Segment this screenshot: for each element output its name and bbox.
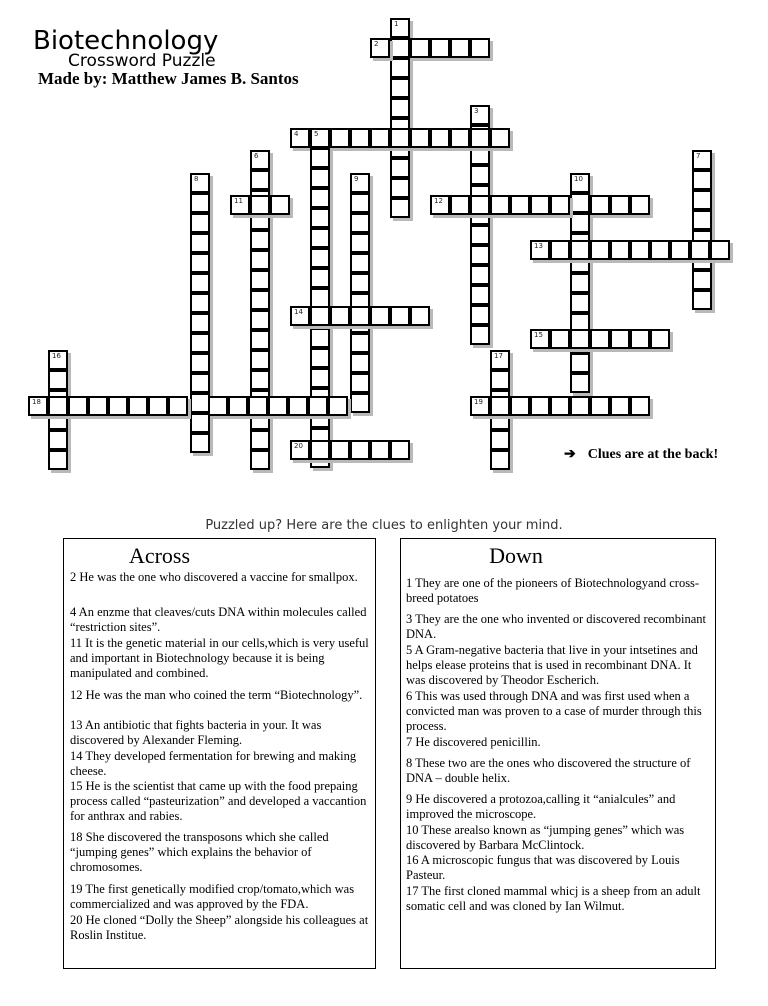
grid-cell[interactable] [692, 290, 712, 310]
grid-cell[interactable] [310, 348, 330, 368]
grid-cell[interactable] [570, 293, 590, 313]
grid-cell[interactable] [450, 38, 470, 58]
grid-cell[interactable] [350, 333, 370, 353]
across-clue: 12 He was the man who coined the term “Biotechnology”. [70, 688, 363, 702]
grid-cell[interactable] [390, 78, 410, 98]
grid-cell[interactable] [470, 285, 490, 305]
arrow-right-icon: ➔ [564, 447, 576, 462]
grid-cell[interactable] [250, 250, 270, 270]
puzzle-subtitle: Crossword Puzzle [68, 51, 216, 71]
grid-cell[interactable] [590, 329, 610, 349]
grid-cell[interactable] [470, 105, 490, 125]
down-clue: 17 The first cloned mammal whicj is a sheep from an adult somatic cell and was cloned by Ian Wilmut. [406, 884, 701, 914]
grid-cell[interactable] [148, 396, 168, 416]
grid-cell[interactable] [250, 230, 270, 250]
grid-cell[interactable] [550, 195, 570, 215]
clue-number: 20 [294, 442, 303, 450]
clue-number: 9 [354, 175, 359, 183]
grid-cell[interactable] [590, 396, 610, 416]
grid-cell[interactable] [690, 240, 710, 260]
grid-cell[interactable] [310, 288, 330, 308]
grid-cell[interactable] [470, 128, 490, 148]
grid-cell[interactable] [350, 273, 370, 293]
grid-cell[interactable] [630, 396, 650, 416]
down-clue: 9 He discovered a protozoa,calling it “anialcules” and improved the microscope. [406, 792, 676, 822]
grid-cell[interactable] [250, 330, 270, 350]
down-clue: 5 A Gram-negative bacteria that live in your intsetines and helps elease proteins that is used in recombinant DNA. It was discovered by Theodor Escherich. [406, 643, 698, 688]
clue-number: 8 [194, 175, 199, 183]
grid-cell[interactable] [310, 128, 330, 148]
grid-cell[interactable] [350, 373, 370, 393]
grid-cell[interactable] [350, 253, 370, 273]
grid-cell[interactable] [190, 373, 210, 393]
grid-cell[interactable] [692, 170, 712, 190]
grid-cell[interactable] [48, 430, 68, 450]
grid-cell[interactable] [630, 195, 650, 215]
grid-cell[interactable] [250, 170, 270, 190]
grid-cell[interactable] [692, 210, 712, 230]
grid-cell[interactable] [390, 38, 410, 58]
grid-cell[interactable] [570, 329, 590, 349]
grid-cell[interactable] [250, 195, 270, 215]
grid-cell[interactable] [290, 128, 310, 148]
clue-number: 15 [534, 331, 543, 339]
grid-cell[interactable] [190, 433, 210, 453]
grid-cell[interactable] [490, 450, 510, 470]
grid-cell[interactable] [190, 193, 210, 213]
grid-cell[interactable] [670, 240, 690, 260]
grid-cell[interactable] [310, 188, 330, 208]
grid-cell[interactable] [350, 440, 370, 460]
grid-cell[interactable] [190, 233, 210, 253]
grid-cell[interactable] [710, 240, 730, 260]
clue-number: 19 [474, 398, 483, 406]
grid-cell[interactable] [248, 396, 268, 416]
grid-cell[interactable] [450, 195, 470, 215]
back-note [564, 446, 718, 464]
grid-cell[interactable] [308, 396, 328, 416]
grid-cell[interactable] [328, 396, 348, 416]
grid-cell[interactable] [310, 328, 330, 348]
grid-cell[interactable] [470, 195, 490, 215]
grid-cell[interactable] [410, 38, 430, 58]
across-clue: 19 The first genetically modified crop/tomato,which was commercialized and was approved by the FDA. [70, 882, 355, 912]
grid-cell[interactable] [510, 396, 530, 416]
grid-cell[interactable] [390, 440, 410, 460]
grid-cell[interactable] [250, 350, 270, 370]
grid-cell[interactable] [350, 193, 370, 213]
grid-cell[interactable] [370, 128, 390, 148]
grid-cell[interactable] [270, 195, 290, 215]
grid-cell[interactable] [208, 396, 228, 416]
grid-cell[interactable] [570, 213, 590, 233]
grid-cell[interactable] [190, 273, 210, 293]
grid-cell[interactable] [430, 38, 450, 58]
grid-cell[interactable] [450, 128, 470, 148]
grid-cell[interactable] [490, 195, 510, 215]
grid-cell[interactable] [250, 370, 270, 390]
grid-cell[interactable] [168, 396, 188, 416]
grid-cell[interactable] [470, 245, 490, 265]
grid-cell[interactable] [310, 148, 330, 168]
grid-cell[interactable] [390, 18, 410, 38]
grid-cell[interactable] [250, 310, 270, 330]
grid-cell[interactable] [310, 306, 330, 326]
grid-cell[interactable] [250, 290, 270, 310]
across-heading: Across [128, 543, 191, 568]
grid-cell[interactable] [490, 396, 510, 416]
grid-cell[interactable] [88, 396, 108, 416]
grid-cell[interactable] [410, 306, 430, 326]
puzzle-title: Biotechnology [33, 26, 219, 56]
grid-cell[interactable] [370, 440, 390, 460]
grid-cell[interactable] [390, 158, 410, 178]
grid-cell[interactable] [390, 198, 410, 218]
grid-cell[interactable] [288, 396, 308, 416]
clue-number: 13 [534, 242, 543, 250]
grid-cell[interactable] [430, 128, 450, 148]
grid-cell[interactable] [410, 128, 430, 148]
across-clue: 4 An enzme that cleaves/cuts DNA within molecules called “restriction sites”. [70, 605, 367, 635]
grid-cell[interactable] [470, 145, 490, 165]
grid-cell[interactable] [350, 306, 370, 326]
clue-number: 10 [574, 175, 583, 183]
grid-cell[interactable] [692, 190, 712, 210]
grid-cell[interactable] [630, 329, 650, 349]
clue-number: 12 [434, 197, 443, 205]
grid-cell[interactable] [48, 450, 68, 470]
grid-cell[interactable] [190, 313, 210, 333]
grid-cell[interactable] [490, 430, 510, 450]
grid-cell[interactable] [250, 150, 270, 170]
grid-cell[interactable] [390, 128, 410, 148]
grid-cell[interactable] [310, 168, 330, 188]
grid-cell[interactable] [48, 370, 68, 390]
grid-cell[interactable] [570, 240, 590, 260]
grid-cell[interactable] [190, 393, 210, 413]
grid-cell[interactable] [570, 396, 590, 416]
grid-cell[interactable] [390, 306, 410, 326]
down-clue: 6 This was used through DNA and was first used when a convicted man was proven to a case of murder through this process. [406, 689, 702, 734]
down-heading: Down [489, 543, 543, 568]
grid-cell[interactable] [692, 270, 712, 290]
grid-cell[interactable] [190, 353, 210, 373]
across-clues-panel [63, 538, 376, 969]
grid-cell[interactable] [570, 193, 590, 213]
grid-cell[interactable] [330, 306, 350, 326]
grid-cell[interactable] [250, 270, 270, 290]
grid-cell[interactable] [228, 396, 248, 416]
down-clue: 16 A microscopic fungus that was discovered by Louis Pasteur. [406, 853, 680, 883]
grid-cell[interactable] [490, 370, 510, 390]
grid-cell[interactable] [250, 430, 270, 450]
grid-cell[interactable] [310, 440, 330, 460]
grid-cell[interactable] [470, 225, 490, 245]
author-credit: Made by: Matthew James B. Santos [38, 69, 299, 88]
grid-cell[interactable] [190, 253, 210, 273]
down-clue: 7 He discovered penicillin. [406, 735, 541, 749]
clue-number: 7 [696, 152, 701, 160]
grid-cell[interactable] [610, 240, 630, 260]
back-note-text: Clues are at the back! [587, 447, 719, 462]
clue-number: 14 [294, 308, 303, 316]
grid-cell[interactable] [190, 413, 210, 433]
grid-cell[interactable] [68, 396, 88, 416]
grid-cell[interactable] [310, 368, 330, 388]
clue-number: 2 [374, 40, 379, 48]
grid-cell[interactable] [610, 329, 630, 349]
grid-cell[interactable] [470, 265, 490, 285]
clue-number: 3 [474, 107, 479, 115]
grid-cell[interactable] [610, 195, 630, 215]
grid-cell[interactable] [550, 240, 570, 260]
grid-cell[interactable] [470, 38, 490, 58]
grid-cell[interactable] [48, 396, 68, 416]
grid-cell[interactable] [390, 98, 410, 118]
down-clue: 8 These two are the ones who discovered the structure of DNA – double helix. [406, 756, 691, 786]
grid-cell[interactable] [350, 213, 370, 233]
grid-cell[interactable] [190, 173, 210, 193]
grid-cell[interactable] [390, 178, 410, 198]
grid-cell[interactable] [250, 450, 270, 470]
grid-cell[interactable] [330, 128, 350, 148]
down-clue: 3 They are the one who invented or discovered recombinant DNA. [406, 612, 707, 642]
grid-cell[interactable] [350, 233, 370, 253]
down-clue: 10 These arealso known as “jumping genes” which was discovered by Barbara McClintock. [406, 823, 685, 853]
grid-cell[interactable] [330, 440, 350, 460]
grid-cell[interactable] [590, 240, 610, 260]
grid-cell[interactable] [190, 333, 210, 353]
grid-cell[interactable] [390, 58, 410, 78]
grid-cell[interactable] [610, 396, 630, 416]
grid-cell[interactable] [650, 240, 670, 260]
grid-cell[interactable] [530, 396, 550, 416]
across-clue: 14 They developed fermentation for brewing and making cheese. [70, 749, 357, 779]
grid-cell[interactable] [350, 128, 370, 148]
grid-cell[interactable] [268, 396, 288, 416]
down-clues-panel [400, 538, 716, 969]
grid-cell[interactable] [370, 38, 390, 58]
grid-cell[interactable] [470, 325, 490, 345]
grid-cell[interactable] [350, 173, 370, 193]
grid-cell[interactable] [470, 305, 490, 325]
across-clue: 2 He was the one who discovered a vaccine for smallpox. [70, 570, 358, 584]
clue-number: 6 [254, 152, 259, 160]
grid-cell[interactable] [310, 248, 330, 268]
clue-number: 16 [52, 352, 61, 360]
grid-cell[interactable] [570, 353, 590, 373]
grid-cell[interactable] [630, 240, 650, 260]
across-clue: 11 It is the genetic material in our cells,which is very useful and important in Biotechnology because it is being manipulated and combined. [70, 636, 369, 681]
grid-cell[interactable] [350, 393, 370, 413]
grid-cell[interactable] [190, 293, 210, 313]
across-clue: 18 She discovered the transposons which she called “jumping genes” which explains the behavior of chromosomes. [70, 830, 329, 875]
clue-number: 18 [32, 398, 41, 406]
grid-cell[interactable] [530, 195, 550, 215]
grid-cell[interactable] [550, 329, 570, 349]
clue-number: 11 [234, 197, 243, 205]
grid-cell[interactable] [550, 396, 570, 416]
clue-number: 5 [314, 130, 319, 138]
grid-cell[interactable] [570, 273, 590, 293]
grid-cell[interactable] [692, 150, 712, 170]
clues-intro: Puzzled up? Here are the clues to enlighten your mind. [205, 518, 563, 533]
grid-cell[interactable] [590, 195, 610, 215]
down-clue: 1 They are one of the pioneers of Biotechnologyand cross-breed potatoes [406, 576, 700, 606]
grid-cell[interactable] [490, 128, 510, 148]
across-clue: 15 He is the scientist that came up with the food prepaing process called “pasteurization” and developed a vaccantion for anthrax and rabies. [70, 779, 367, 824]
grid-cell[interactable] [128, 396, 148, 416]
grid-cell[interactable] [190, 213, 210, 233]
grid-cell[interactable] [310, 208, 330, 228]
grid-cell[interactable] [108, 396, 128, 416]
crossword-grid [0, 0, 768, 470]
across-clue: 13 An antibiotic that fights bacteria in your. It was discovered by Alexander Fleming. [70, 718, 322, 748]
across-clue: 20 He cloned “Dolly the Sheep” alongside his colleagues at Roslin Institue. [70, 913, 369, 943]
clue-number: 1 [394, 20, 399, 28]
grid-cell[interactable] [370, 306, 390, 326]
grid-cell[interactable] [510, 195, 530, 215]
grid-cell[interactable] [570, 373, 590, 393]
grid-cell[interactable] [650, 329, 670, 349]
grid-cell[interactable] [310, 228, 330, 248]
grid-cell[interactable] [310, 268, 330, 288]
grid-cell[interactable] [470, 165, 490, 185]
clue-number: 17 [494, 352, 503, 360]
clue-number: 4 [294, 130, 299, 138]
grid-cell[interactable] [350, 353, 370, 373]
